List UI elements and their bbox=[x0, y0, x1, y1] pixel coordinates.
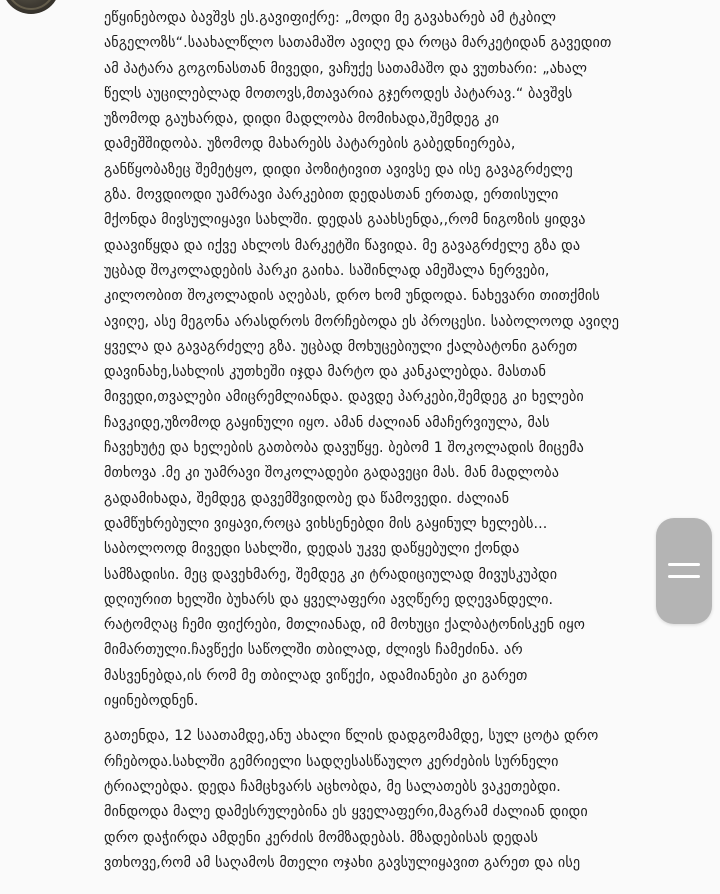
profile-avatar[interactable] bbox=[2, 0, 60, 14]
text-line: წელს აუცილებლად მოთოვს,მთავარია გჯეროდეს პატარავ.“ ბავშვს bbox=[104, 85, 573, 102]
text-line: ტრიალებდა. დედა ჩამცხვარს აცხობდა, მე სალათებს ვაკეთებდი. bbox=[104, 778, 561, 795]
hamburger-handle-icon bbox=[668, 575, 700, 578]
text-line: ვთხოვე,რომ ამ საღამოს მთელი ოჯახი გავსულიყავით გარეთ და ისე bbox=[104, 854, 581, 871]
text-line: მიმართული.ჩავწექი საწოლში თბილად, ძლივს ჩამეძინა. არ bbox=[104, 642, 523, 659]
text-line: დაავიწყდა და იქვე ახლოს მარკეტში წავიდა. მე გავაგრძელე გზა და bbox=[104, 237, 581, 254]
text-line: მინდოდა მალე დამესრულებინა ეს ყველაფერი,მაგრამ ძალიან დიდი bbox=[104, 804, 588, 821]
text-line: რჩებოდა.სახლში გემრიელი სადღესასწაულო კერძების სურნელი bbox=[104, 753, 559, 770]
text-line: ჩავკიდე,უზომოდ გაყინული იყო. ამან ძალიან ამაჩერვიულა, მას bbox=[104, 414, 550, 431]
text-line: დამწუხრებული ვიყავი,როცა ვიხსენებდი მის გაყინულ ხელებს... bbox=[104, 515, 548, 532]
text-line: მივედი,თვალები ამიცრემლიანდა. დავდე პარკები,შემდეგ კი ხელები bbox=[104, 389, 584, 406]
text-line: გათენდა, 12 საათამდე,ანუ ახალი წლის დადგომამდე, სულ ცოტა დრო bbox=[104, 728, 599, 745]
text-line: სამზადისი. მეც დავეხმარე, შემდეგ კი ტრადიციულად მივუსკუპდი bbox=[104, 566, 558, 583]
article-body bbox=[104, 6, 664, 876]
text-line: დრო დაჭირდა ამდენი კერძის მომზადებას. მზადებისას დედას bbox=[104, 829, 539, 846]
text-line: რატომღაც ჩემი ფიქრები, მთლიანად, იმ მოხუცი ქალბატონისკენ იყო bbox=[104, 617, 585, 634]
text-line: გზა. მოვდიოდი უამრავი პარკებით დედასთან ერთად, ერთისული bbox=[104, 187, 559, 204]
text-line: ავიღე, ასე მეგონა არასდროს მორჩებოდა ეს პროცესი. საბოლოოდ ავიღე bbox=[104, 313, 620, 330]
text-line: გადამიხადა, შემდეგ დავემშვიდობე და წამოვედი. ძალიან bbox=[104, 490, 510, 507]
text-line: ანგელოზს“.საახალწლო სათამაშო ავიღე და როცა მარკეტიდან გავედით bbox=[104, 35, 612, 52]
text-line: განწყობაზეც შემეტყო, დიდი პოზიტივით ავივსე და ისე გავაგრძელე bbox=[104, 161, 573, 178]
text-line: მთხოვა .მე კი უამრავი შოკოლადები გადავეცი მას. მან მადლობა bbox=[104, 465, 560, 482]
hamburger-handle-icon bbox=[668, 563, 700, 566]
text-line: დღიურით ხელში ბუხარს და ყველაფერი ავღწერე დღევანდელი. bbox=[104, 591, 554, 608]
text-line: ჩავეხუტე და ხელების გათბობა დავუწყე. ბებომ 1 შოკოლადის მიცემა bbox=[104, 440, 584, 457]
text-line: დამეშშიდობა. უზომოდ მახარებს პატარების გაბედნიერება, bbox=[104, 136, 516, 153]
text-line: ეწყინებოდა ბავშვს ეს.გავიფიქრე: „მოდი მე გავახარებ ამ ტკბილ bbox=[104, 10, 557, 26]
text-line: მქონდა მივსულიყავი სახლში. დედას გაახსენდა,,რომ ნიგოზის ყიდვა bbox=[104, 212, 586, 229]
text-line: ყველა და გავაგრძელე გზა. უცბად მოხუცებიული ქალბატონი გარეთ bbox=[104, 338, 578, 355]
text-line: უცბად შოკოლადების პარკი გაიხა. საშინლად ამეშალა ნერვები, bbox=[104, 262, 550, 279]
text-line: უზომოდ გაუხარდა, დიდი მადლობა მომიხადა,შემდეგ კი bbox=[104, 111, 500, 128]
paragraph-2 bbox=[104, 724, 664, 876]
text-line: საბოლოოდ მივედი სახლში, დედას უკვე დაწყებული ქონდა bbox=[104, 541, 520, 558]
avatar-ring bbox=[6, 0, 56, 10]
scroll-handle[interactable] bbox=[656, 518, 712, 624]
text-line: კილოობით შოკოლადის აღებას, დრო ხომ უნდოდა. ნახევარი თითქმის bbox=[104, 288, 600, 305]
text-line: დავინახე,სახლის კუთხეში იჯდა მარტო და კანკალებდა. მასთან bbox=[104, 364, 547, 381]
text-line: ამ პატარა გოგონასთან მივედი, ვაჩუქე სათამაშო და ვუთხარი: „ახალ bbox=[104, 60, 588, 77]
text-line: მასვენებდა,ის რომ მე თბილად ვიწექი, ადამიანები კი გარეთ bbox=[104, 667, 528, 684]
paragraph-1 bbox=[104, 6, 664, 714]
text-line: იყინებოდნენ. bbox=[104, 693, 199, 710]
